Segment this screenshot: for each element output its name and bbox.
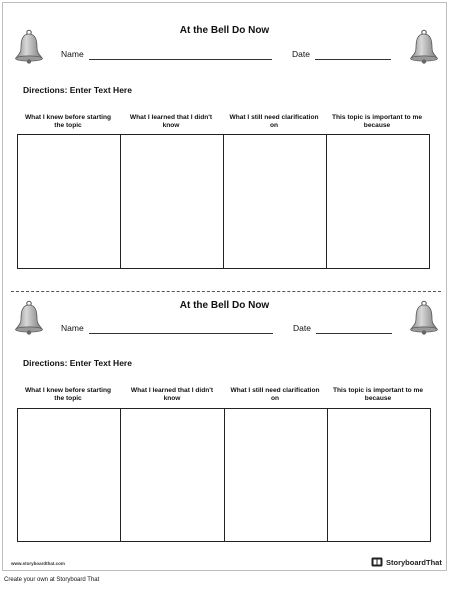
logo-text: StoryboardThat bbox=[386, 557, 442, 567]
worksheet-page bbox=[2, 2, 447, 571]
column-header: This topic is important to me because bbox=[332, 387, 424, 402]
response-cell[interactable] bbox=[327, 135, 429, 268]
directions-text[interactable]: Directions: Enter Text Here bbox=[23, 358, 132, 368]
directions-text[interactable]: Directions: Enter Text Here bbox=[23, 85, 132, 95]
response-cell[interactable] bbox=[121, 135, 224, 268]
response-table bbox=[17, 134, 430, 269]
storyboard-logo-icon bbox=[371, 557, 383, 567]
name-field[interactable] bbox=[89, 59, 272, 60]
name-label: Name bbox=[61, 323, 84, 333]
response-cell[interactable] bbox=[224, 135, 327, 268]
column-header: What I knew before starting the topic bbox=[24, 114, 112, 129]
storyboard-logo[interactable] bbox=[371, 557, 442, 567]
date-label: Date bbox=[293, 323, 311, 333]
response-cell[interactable] bbox=[18, 409, 121, 541]
footer-url[interactable]: www.storyboardthat.com bbox=[11, 561, 65, 566]
date-field[interactable] bbox=[316, 333, 392, 334]
cut-line-divider bbox=[11, 291, 441, 292]
column-header: What I still need clarification on bbox=[229, 114, 319, 129]
response-cell[interactable] bbox=[121, 409, 224, 541]
column-header: What I knew before starting the topic bbox=[24, 387, 112, 402]
response-cell[interactable] bbox=[225, 409, 328, 541]
response-cell[interactable] bbox=[18, 135, 121, 268]
worksheet-title: At the Bell Do Now bbox=[179, 25, 270, 36]
name-field[interactable] bbox=[89, 333, 273, 334]
column-header: What I learned that I didn't know bbox=[130, 387, 214, 402]
column-header: This topic is important to me because bbox=[331, 114, 423, 129]
name-label: Name bbox=[61, 49, 84, 59]
column-header: What I still need clarification on bbox=[230, 387, 320, 402]
worksheet-title: At the Bell Do Now bbox=[179, 300, 270, 311]
column-header: What I learned that I didn't know bbox=[129, 114, 213, 129]
date-field[interactable] bbox=[315, 59, 391, 60]
response-table bbox=[17, 408, 431, 542]
date-label: Date bbox=[292, 49, 310, 59]
create-your-own-caption[interactable]: Create your own at Storyboard That bbox=[4, 577, 100, 583]
response-cell[interactable] bbox=[328, 409, 430, 541]
